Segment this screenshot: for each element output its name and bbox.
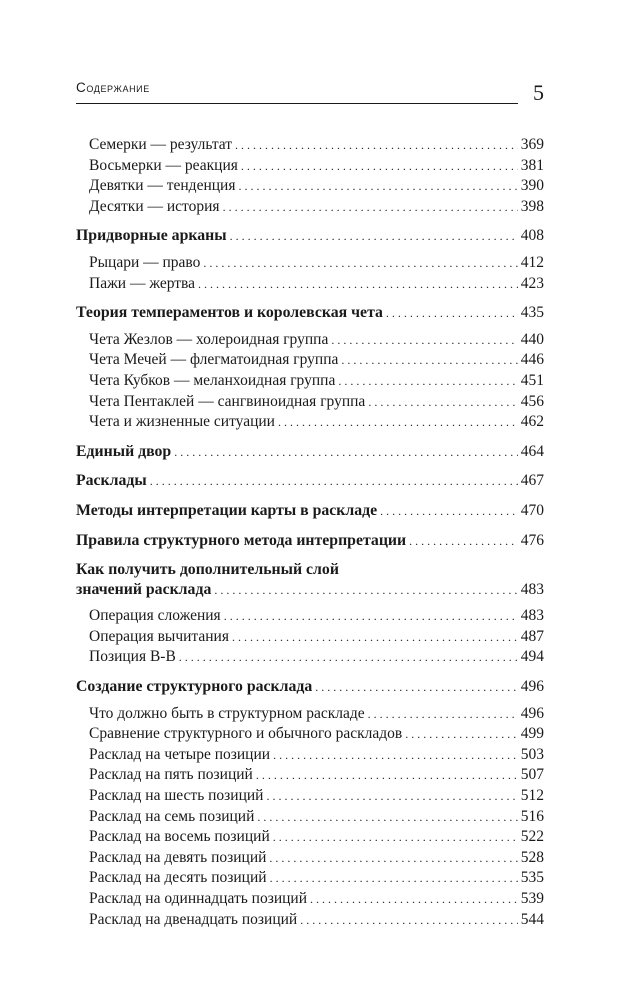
toc-entry-title: Расклад на пять позиций [89,766,253,784]
dot-leader [380,501,518,522]
toc-section-entry[interactable] [76,627,544,648]
toc-entry-title: Придворные арканы [76,227,227,245]
dot-leader [223,197,518,218]
toc-entry-title: Расклад на десять позиций [89,869,267,887]
toc-page-number: 494 [520,648,544,666]
section-title: Содержание [76,80,150,95]
toc-section-entry[interactable] [76,176,544,197]
toc-chapter-entry[interactable] [76,226,544,247]
toc-section-entry[interactable] [76,135,544,156]
toc-entry-title: Расклад на одиннадцать позиций [89,890,308,907]
dot-leader [257,807,517,828]
toc-page-number: 412 [520,253,544,271]
toc-page-number: 512 [520,787,544,805]
toc-entry-title: Методы интерпретации карты в раскладе [76,501,378,519]
dot-leader [198,274,518,295]
running-header [76,80,544,104]
dot-leader [273,827,518,848]
toc-chapter-entry[interactable] [76,560,544,600]
toc-page-number: 507 [520,766,544,784]
toc-section-entry[interactable] [76,647,544,668]
toc-section-entry[interactable] [76,889,544,910]
toc-entry-title: Чета Кубков — меланхоидная группа [89,371,336,389]
toc-entry-title: Расклад на шесть позиций [89,787,264,805]
toc-entry-title-continued: значений расклада [76,580,212,598]
toc-page-number: 440 [520,330,544,348]
dot-leader [278,412,518,433]
toc-entry-title: Расклад на восемь позиций [89,828,270,846]
toc-page-number: 390 [520,177,544,195]
toc-page-number: 470 [520,501,544,519]
toc-entry-title: Девятки — тенденция [89,177,236,195]
toc-page-number: 516 [520,807,544,825]
toc-entry-title: Чета Мечей — флегматоидная группа [89,351,339,369]
toc-section-entry[interactable] [76,827,544,848]
dot-leader [230,226,518,247]
toc-chapter-entry[interactable] [76,677,544,698]
dot-leader [315,677,517,698]
toc-entry-title: Позиция В-В [89,648,176,666]
toc-chapter-entry[interactable] [76,442,544,463]
toc-section-entry[interactable] [76,868,544,889]
dot-leader [256,765,518,786]
dot-leader [273,745,518,766]
dot-leader [179,647,518,668]
dot-leader [269,848,517,869]
toc-section-entry[interactable] [76,848,544,869]
toc-page-number: 476 [520,531,544,549]
toc-section-entry[interactable] [76,371,544,392]
toc-page-number: 487 [520,627,544,645]
toc-page-number: 535 [520,869,544,887]
toc-chapter-entry[interactable] [76,303,544,324]
toc-page-number: 522 [520,828,544,846]
toc-page-number: 464 [520,442,544,460]
toc-entry-title: Теория темпераментов и королевская чета [76,304,383,322]
dot-leader [203,253,517,274]
toc-chapter-entry[interactable] [76,531,544,552]
toc-page-number: 408 [520,227,544,245]
dot-leader [338,371,517,392]
toc-section-entry[interactable] [76,765,544,786]
dot-leader [300,910,518,931]
toc-page-number: 528 [520,848,544,866]
toc-section-entry[interactable] [76,724,544,745]
toc-page-number: 496 [520,704,544,722]
toc-entry-title: Как получить дополнительный слой [76,561,339,579]
toc-page-number: 462 [520,413,544,431]
toc-entry-title: Десятки — история [89,197,220,215]
toc-page-number: 446 [520,351,544,369]
toc-entry-title: Сравнение структурного и обычного раскладов [89,725,403,743]
toc-entry-title: Расклад на четыре позиции [89,745,271,763]
dot-leader [232,627,518,648]
toc-page-number: 467 [520,472,544,490]
toc-section-entry[interactable] [76,910,544,931]
dot-leader [214,580,517,601]
toc-entry-title: Чета и жизненные ситуации [89,413,275,431]
dot-leader [386,303,518,324]
toc-section-entry[interactable] [76,606,544,627]
toc-section-entry[interactable] [76,197,544,218]
toc-entry-title: Семерки — результат [89,136,233,153]
toc-section-entry[interactable] [76,156,544,177]
toc-entry-title: Чета Жезлов — холероидная группа [89,330,329,348]
header-rule [76,103,518,104]
toc-section-entry[interactable] [76,253,544,274]
toc-page-number: 451 [520,371,544,389]
toc-entry-title: Восьмерки — реакция [89,156,238,174]
toc-page-number: 381 [520,156,544,174]
dot-leader [341,350,517,371]
toc-page-number: 483 [520,580,544,598]
toc-page-number: 496 [520,678,544,696]
toc-entry-title: Рыцари — право [89,253,201,271]
toc-page-number: 398 [520,197,544,215]
toc-entry-title: Что должно быть в структурном раскладе [89,704,365,722]
toc-page-number: 456 [520,392,544,410]
toc-entry-title: Операция сложения [89,607,221,625]
dot-leader [331,330,517,351]
dot-leader [310,889,518,910]
toc-entry-title: Единый двор [76,442,172,460]
toc-entry-title: Расклад на двенадцать позиций [89,910,298,928]
dot-leader [368,392,517,413]
toc-section-entry[interactable] [76,745,544,766]
toc-page-number: 499 [520,725,544,743]
dot-leader [368,704,518,725]
toc-section-entry[interactable] [76,330,544,351]
dot-leader [150,471,518,492]
toc-section-entry[interactable] [76,786,544,807]
toc-entry-title: Чета Пентаклей — сангвиноидная группа [89,392,366,410]
toc-page-number: 544 [520,910,544,928]
page-number: 5 [533,80,544,105]
toc-page-number: 423 [520,274,544,292]
dot-leader [174,442,518,463]
dot-leader [409,531,518,552]
dot-leader [266,786,517,807]
dot-leader [270,868,518,889]
toc-entry-title: Создание структурного расклада [76,678,313,696]
toc-section-entry[interactable] [76,274,544,295]
toc-page-number: 539 [520,890,544,907]
toc-entry-title: Правила структурного метода интерпретации [76,531,407,549]
toc-section-entry[interactable] [76,392,544,413]
toc-section-entry[interactable] [76,412,544,433]
toc-entry-title: Расклад на девять позиций [89,848,267,866]
toc-entry-title: Расклад на семь позиций [89,807,255,825]
dot-leader [235,135,518,156]
toc-section-entry[interactable] [76,807,544,828]
toc-section-entry[interactable] [76,704,544,725]
toc-chapter-entry[interactable] [76,501,544,522]
toc-page-number: 503 [520,745,544,763]
toc-chapter-entry[interactable] [76,471,544,492]
toc-page-number: 483 [520,607,544,625]
toc-section-entry[interactable] [76,350,544,371]
toc-entry-title: Расклады [76,472,147,490]
toc-entry-title: Пажи — жертва [89,274,196,292]
dot-leader [405,724,518,745]
toc-page-number: 435 [520,304,544,322]
toc-page-number: 369 [520,136,544,153]
dot-leader [238,176,517,197]
toc-entry-title: Операция вычитания [89,627,229,645]
table-of-contents [76,135,544,930]
dot-leader [224,606,518,627]
dot-leader [241,156,518,177]
